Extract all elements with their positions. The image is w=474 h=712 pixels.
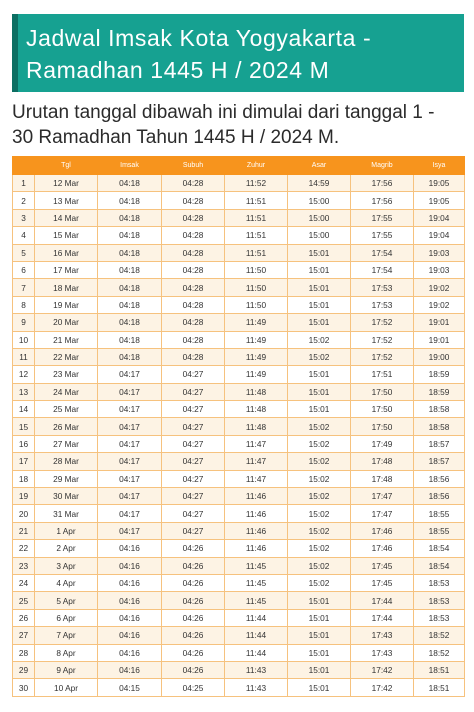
table-row: [13, 296, 465, 313]
table-cell: 15:01: [288, 627, 351, 644]
table-cell: 11:47: [225, 470, 288, 487]
table-cell: 8: [13, 296, 35, 313]
table-cell: 7 Apr: [35, 627, 98, 644]
table-cell: 17:56: [351, 192, 414, 209]
column-header-2: Imsak: [98, 157, 162, 175]
table-row: [13, 366, 465, 383]
table-cell: 17:47: [351, 488, 414, 505]
table-cell: 11:46: [225, 505, 288, 522]
table-cell: 15:01: [288, 244, 351, 261]
table-cell: 24: [13, 574, 35, 591]
table-cell: 11:46: [225, 522, 288, 539]
table-cell: 04:26: [162, 574, 225, 591]
table-cell: 21 Mar: [35, 331, 98, 348]
table-cell: 19:00: [414, 348, 465, 365]
table-cell: 5 Apr: [35, 592, 98, 609]
table-cell: 04:16: [98, 627, 162, 644]
table-cell: 15:02: [288, 435, 351, 452]
table-row: [13, 540, 465, 557]
table-cell: 11:50: [225, 279, 288, 296]
table-cell: 15:02: [288, 453, 351, 470]
table-cell: 04:16: [98, 574, 162, 591]
table-cell: 7: [13, 279, 35, 296]
page-title-line-2: Ramadhan 1445 H / 2024 M: [26, 57, 330, 83]
table-cell: 19:03: [414, 244, 465, 261]
table-row: [13, 244, 465, 261]
table-cell: 11:51: [225, 227, 288, 244]
table-cell: 04:28: [162, 279, 225, 296]
table-cell: 15:01: [288, 296, 351, 313]
table-cell: 17:48: [351, 470, 414, 487]
table-cell: 04:27: [162, 522, 225, 539]
table-cell: 8 Apr: [35, 644, 98, 661]
table-cell: 11:46: [225, 488, 288, 505]
table-cell: 12: [13, 366, 35, 383]
table-cell: 04:28: [162, 244, 225, 261]
table-cell: 04:27: [162, 470, 225, 487]
table-cell: 19:02: [414, 279, 465, 296]
table-cell: 04:17: [98, 453, 162, 470]
table-cell: 17:43: [351, 627, 414, 644]
table-cell: 25: [13, 592, 35, 609]
table-cell: 22 Mar: [35, 348, 98, 365]
table-cell: 17:42: [351, 679, 414, 696]
table-cell: 17:42: [351, 661, 414, 678]
table-cell: 17:50: [351, 383, 414, 400]
table-cell: 04:17: [98, 418, 162, 435]
table-cell: 04:28: [162, 209, 225, 226]
table-cell: 04:28: [162, 296, 225, 313]
table-cell: 17:44: [351, 609, 414, 626]
table-cell: 04:27: [162, 401, 225, 418]
table-cell: 11: [13, 348, 35, 365]
table-cell: 14: [13, 401, 35, 418]
intro-line-1: Urutan tanggal dibawah ini dimulai dari tanggal 1 -: [12, 102, 435, 123]
table-cell: 15:02: [288, 348, 351, 365]
column-header-0: [13, 157, 35, 175]
table-cell: 18:59: [414, 383, 465, 400]
column-header-3: Subuh: [162, 157, 225, 175]
table-cell: 14:59: [288, 175, 351, 192]
table-cell: 26 Mar: [35, 418, 98, 435]
table-cell: 04:17: [98, 435, 162, 452]
column-header-1: Tgl: [35, 157, 98, 175]
table-cell: 18:54: [414, 540, 465, 557]
table-cell: 17:56: [351, 175, 414, 192]
intro-line-2: 30 Ramadhan Tahun 1445 H / 2024 M.: [12, 127, 340, 148]
page-title-line-1: Jadwal Imsak Kota Yogyakarta -: [26, 25, 372, 51]
table-cell: 04:18: [98, 314, 162, 331]
table-cell: 15:01: [288, 366, 351, 383]
table-cell: 17:48: [351, 453, 414, 470]
table-cell: 18:54: [414, 557, 465, 574]
table-cell: 31 Mar: [35, 505, 98, 522]
table-cell: 04:16: [98, 540, 162, 557]
table-cell: 04:27: [162, 366, 225, 383]
table-row: [13, 383, 465, 400]
table-cell: 15: [13, 418, 35, 435]
table-cell: 04:17: [98, 488, 162, 505]
table-cell: 04:18: [98, 192, 162, 209]
table-cell: 11:51: [225, 209, 288, 226]
table-cell: 17:54: [351, 244, 414, 261]
table-cell: 15 Mar: [35, 227, 98, 244]
table-cell: 4 Apr: [35, 574, 98, 591]
table-cell: 10: [13, 331, 35, 348]
table-row: [13, 574, 465, 591]
column-header-5: Asar: [288, 157, 351, 175]
table-cell: 04:26: [162, 540, 225, 557]
table-cell: 04:18: [98, 261, 162, 278]
table-cell: 18:53: [414, 592, 465, 609]
table-cell: 04:18: [98, 296, 162, 313]
table-cell: 19:05: [414, 192, 465, 209]
table-cell: 17:43: [351, 644, 414, 661]
table-cell: 15:00: [288, 209, 351, 226]
table-cell: 04:28: [162, 175, 225, 192]
table-cell: 19:05: [414, 175, 465, 192]
table-row: [13, 522, 465, 539]
table-cell: 15:02: [288, 470, 351, 487]
table-cell: 11:45: [225, 574, 288, 591]
table-cell: 16 Mar: [35, 244, 98, 261]
table-cell: 11:47: [225, 435, 288, 452]
table-cell: 27 Mar: [35, 435, 98, 452]
table-cell: 04:25: [162, 679, 225, 696]
schedule-table: [12, 156, 465, 697]
table-cell: 15:01: [288, 401, 351, 418]
table-cell: 04:28: [162, 192, 225, 209]
table-cell: 15:02: [288, 331, 351, 348]
table-cell: 23 Mar: [35, 366, 98, 383]
table-cell: 04:18: [98, 227, 162, 244]
table-cell: 17:52: [351, 314, 414, 331]
table-cell: 04:16: [98, 557, 162, 574]
table-cell: 14 Mar: [35, 209, 98, 226]
table-cell: 11:50: [225, 296, 288, 313]
table-cell: 26: [13, 609, 35, 626]
table-cell: 04:28: [162, 331, 225, 348]
table-cell: 04:28: [162, 348, 225, 365]
table-row: [13, 348, 465, 365]
table-cell: 17:44: [351, 592, 414, 609]
table-cell: 17:45: [351, 574, 414, 591]
table-row: [13, 331, 465, 348]
table-cell: 04:16: [98, 609, 162, 626]
table-cell: 11:49: [225, 348, 288, 365]
table-row: [13, 435, 465, 452]
table-row: [13, 644, 465, 661]
table-cell: 04:18: [98, 348, 162, 365]
table-row: [13, 609, 465, 626]
table-header-row: [13, 157, 465, 175]
table-cell: 18:51: [414, 661, 465, 678]
table-row: [13, 314, 465, 331]
table-cell: 11:52: [225, 175, 288, 192]
table-cell: 17:53: [351, 279, 414, 296]
table-cell: 3 Apr: [35, 557, 98, 574]
table-cell: 18:57: [414, 453, 465, 470]
table-cell: 17:45: [351, 557, 414, 574]
title-banner: [12, 14, 464, 92]
table-cell: 11:45: [225, 592, 288, 609]
table-cell: 17:55: [351, 209, 414, 226]
table-cell: 04:17: [98, 470, 162, 487]
table-cell: 2: [13, 192, 35, 209]
table-cell: 18:52: [414, 627, 465, 644]
table-cell: 4: [13, 227, 35, 244]
table-cell: 11:43: [225, 679, 288, 696]
table-cell: 23: [13, 557, 35, 574]
table-cell: 18:56: [414, 488, 465, 505]
table-cell: 18:53: [414, 609, 465, 626]
table-cell: 15:02: [288, 522, 351, 539]
table-cell: 15:02: [288, 418, 351, 435]
table-cell: 04:28: [162, 227, 225, 244]
table-cell: 15:02: [288, 574, 351, 591]
table-cell: 19:03: [414, 261, 465, 278]
table-cell: 15:00: [288, 227, 351, 244]
table-cell: 15:01: [288, 383, 351, 400]
table-cell: 04:18: [98, 331, 162, 348]
table-cell: 17:55: [351, 227, 414, 244]
table-cell: 30 Mar: [35, 488, 98, 505]
table-cell: 04:17: [98, 366, 162, 383]
table-cell: 04:17: [98, 505, 162, 522]
table-cell: 17:51: [351, 366, 414, 383]
table-cell: 18:57: [414, 435, 465, 452]
table-cell: 17:49: [351, 435, 414, 452]
table-cell: 17:52: [351, 331, 414, 348]
table-cell: 18:55: [414, 505, 465, 522]
table-cell: 6: [13, 261, 35, 278]
table-cell: 04:15: [98, 679, 162, 696]
table-cell: 20: [13, 505, 35, 522]
intro-paragraph: [12, 100, 472, 150]
table-cell: 29 Mar: [35, 470, 98, 487]
table-cell: 04:27: [162, 505, 225, 522]
table-cell: 15:02: [288, 557, 351, 574]
table-cell: 18: [13, 470, 35, 487]
table-cell: 11:47: [225, 453, 288, 470]
table-cell: 04:26: [162, 644, 225, 661]
table-cell: 15:02: [288, 488, 351, 505]
table-cell: 17:54: [351, 261, 414, 278]
table-cell: 04:16: [98, 661, 162, 678]
table-cell: 15:01: [288, 679, 351, 696]
table-cell: 11:51: [225, 244, 288, 261]
table-cell: 11:49: [225, 314, 288, 331]
table-cell: 28 Mar: [35, 453, 98, 470]
table-cell: 15:01: [288, 592, 351, 609]
table-cell: 20 Mar: [35, 314, 98, 331]
table-cell: 04:27: [162, 435, 225, 452]
table-cell: 19:01: [414, 314, 465, 331]
table-row: [13, 227, 465, 244]
table-cell: 11:44: [225, 644, 288, 661]
table-cell: 04:18: [98, 175, 162, 192]
table-row: [13, 209, 465, 226]
table-cell: 3: [13, 209, 35, 226]
table-cell: 1 Apr: [35, 522, 98, 539]
table-cell: 18:51: [414, 679, 465, 696]
table-cell: 2 Apr: [35, 540, 98, 557]
table-cell: 28: [13, 644, 35, 661]
table-cell: 11:44: [225, 627, 288, 644]
table-cell: 13 Mar: [35, 192, 98, 209]
table-cell: 1: [13, 175, 35, 192]
table-cell: 15:01: [288, 261, 351, 278]
table-cell: 11:51: [225, 192, 288, 209]
table-cell: 11:44: [225, 609, 288, 626]
table-cell: 04:18: [98, 244, 162, 261]
table-cell: 29: [13, 661, 35, 678]
table-cell: 16: [13, 435, 35, 452]
column-header-6: Magrib: [351, 157, 414, 175]
table-cell: 15:01: [288, 314, 351, 331]
table-row: [13, 279, 465, 296]
table-cell: 27: [13, 627, 35, 644]
table-cell: 17:46: [351, 540, 414, 557]
table-cell: 15:01: [288, 644, 351, 661]
table-cell: 04:26: [162, 627, 225, 644]
table-cell: 15:01: [288, 279, 351, 296]
table-row: [13, 453, 465, 470]
table-cell: 9 Apr: [35, 661, 98, 678]
table-cell: 04:28: [162, 261, 225, 278]
table-cell: 04:27: [162, 383, 225, 400]
table-cell: 04:26: [162, 661, 225, 678]
table-cell: 18 Mar: [35, 279, 98, 296]
table-cell: 15:01: [288, 609, 351, 626]
table-cell: 17 Mar: [35, 261, 98, 278]
table-cell: 17:53: [351, 296, 414, 313]
table-cell: 21: [13, 522, 35, 539]
table-cell: 11:48: [225, 383, 288, 400]
table-cell: 19:02: [414, 296, 465, 313]
table-body: [13, 175, 465, 697]
table-cell: 5: [13, 244, 35, 261]
table-cell: 17:50: [351, 401, 414, 418]
table-cell: 11:49: [225, 331, 288, 348]
table-row: [13, 418, 465, 435]
table-cell: 18:59: [414, 366, 465, 383]
table-row: [13, 627, 465, 644]
table-cell: 04:16: [98, 592, 162, 609]
table-cell: 10 Apr: [35, 679, 98, 696]
table-cell: 11:48: [225, 401, 288, 418]
table-cell: 04:18: [98, 279, 162, 296]
table-row: [13, 679, 465, 696]
table-cell: 04:18: [98, 209, 162, 226]
table-cell: 17:46: [351, 522, 414, 539]
table-cell: 15:00: [288, 192, 351, 209]
table-cell: 04:17: [98, 522, 162, 539]
table-row: [13, 592, 465, 609]
table-cell: 19:04: [414, 209, 465, 226]
page-title: [26, 22, 454, 86]
table-cell: 11:45: [225, 557, 288, 574]
table-cell: 11:43: [225, 661, 288, 678]
table-cell: 24 Mar: [35, 383, 98, 400]
table-cell: 04:27: [162, 453, 225, 470]
table-cell: 15:01: [288, 661, 351, 678]
table-cell: 18:58: [414, 418, 465, 435]
table-cell: 04:26: [162, 609, 225, 626]
table-cell: 11:49: [225, 366, 288, 383]
table-cell: 15:02: [288, 540, 351, 557]
table-cell: 11:48: [225, 418, 288, 435]
table-cell: 18:56: [414, 470, 465, 487]
table-cell: 6 Apr: [35, 609, 98, 626]
table-cell: 17:52: [351, 348, 414, 365]
table-cell: 15:02: [288, 505, 351, 522]
table-cell: 18:58: [414, 401, 465, 418]
table-cell: 18:53: [414, 574, 465, 591]
table-cell: 25 Mar: [35, 401, 98, 418]
table-cell: 04:26: [162, 592, 225, 609]
table-cell: 30: [13, 679, 35, 696]
table-cell: 19:01: [414, 331, 465, 348]
table-cell: 04:27: [162, 418, 225, 435]
table-cell: 04:17: [98, 401, 162, 418]
table-row: [13, 505, 465, 522]
table-cell: 19:04: [414, 227, 465, 244]
table-cell: 18:52: [414, 644, 465, 661]
table-row: [13, 401, 465, 418]
column-header-4: Zuhur: [225, 157, 288, 175]
table-cell: 04:27: [162, 488, 225, 505]
table-cell: 04:16: [98, 644, 162, 661]
table-cell: 17:47: [351, 505, 414, 522]
table-cell: 17: [13, 453, 35, 470]
table-cell: 17:50: [351, 418, 414, 435]
table-cell: 13: [13, 383, 35, 400]
table-row: [13, 175, 465, 192]
table-cell: 11:50: [225, 261, 288, 278]
table-row: [13, 261, 465, 278]
table-row: [13, 470, 465, 487]
table-row: [13, 661, 465, 678]
table-cell: 22: [13, 540, 35, 557]
table-cell: 9: [13, 314, 35, 331]
table-cell: 19: [13, 488, 35, 505]
table-row: [13, 557, 465, 574]
column-header-7: Isya: [414, 157, 465, 175]
table-cell: 04:17: [98, 383, 162, 400]
table-cell: 19 Mar: [35, 296, 98, 313]
table-row: [13, 192, 465, 209]
table-cell: 04:28: [162, 314, 225, 331]
table-row: [13, 488, 465, 505]
table-cell: 12 Mar: [35, 175, 98, 192]
table-cell: 18:55: [414, 522, 465, 539]
table-cell: 11:46: [225, 540, 288, 557]
table-cell: 04:26: [162, 557, 225, 574]
